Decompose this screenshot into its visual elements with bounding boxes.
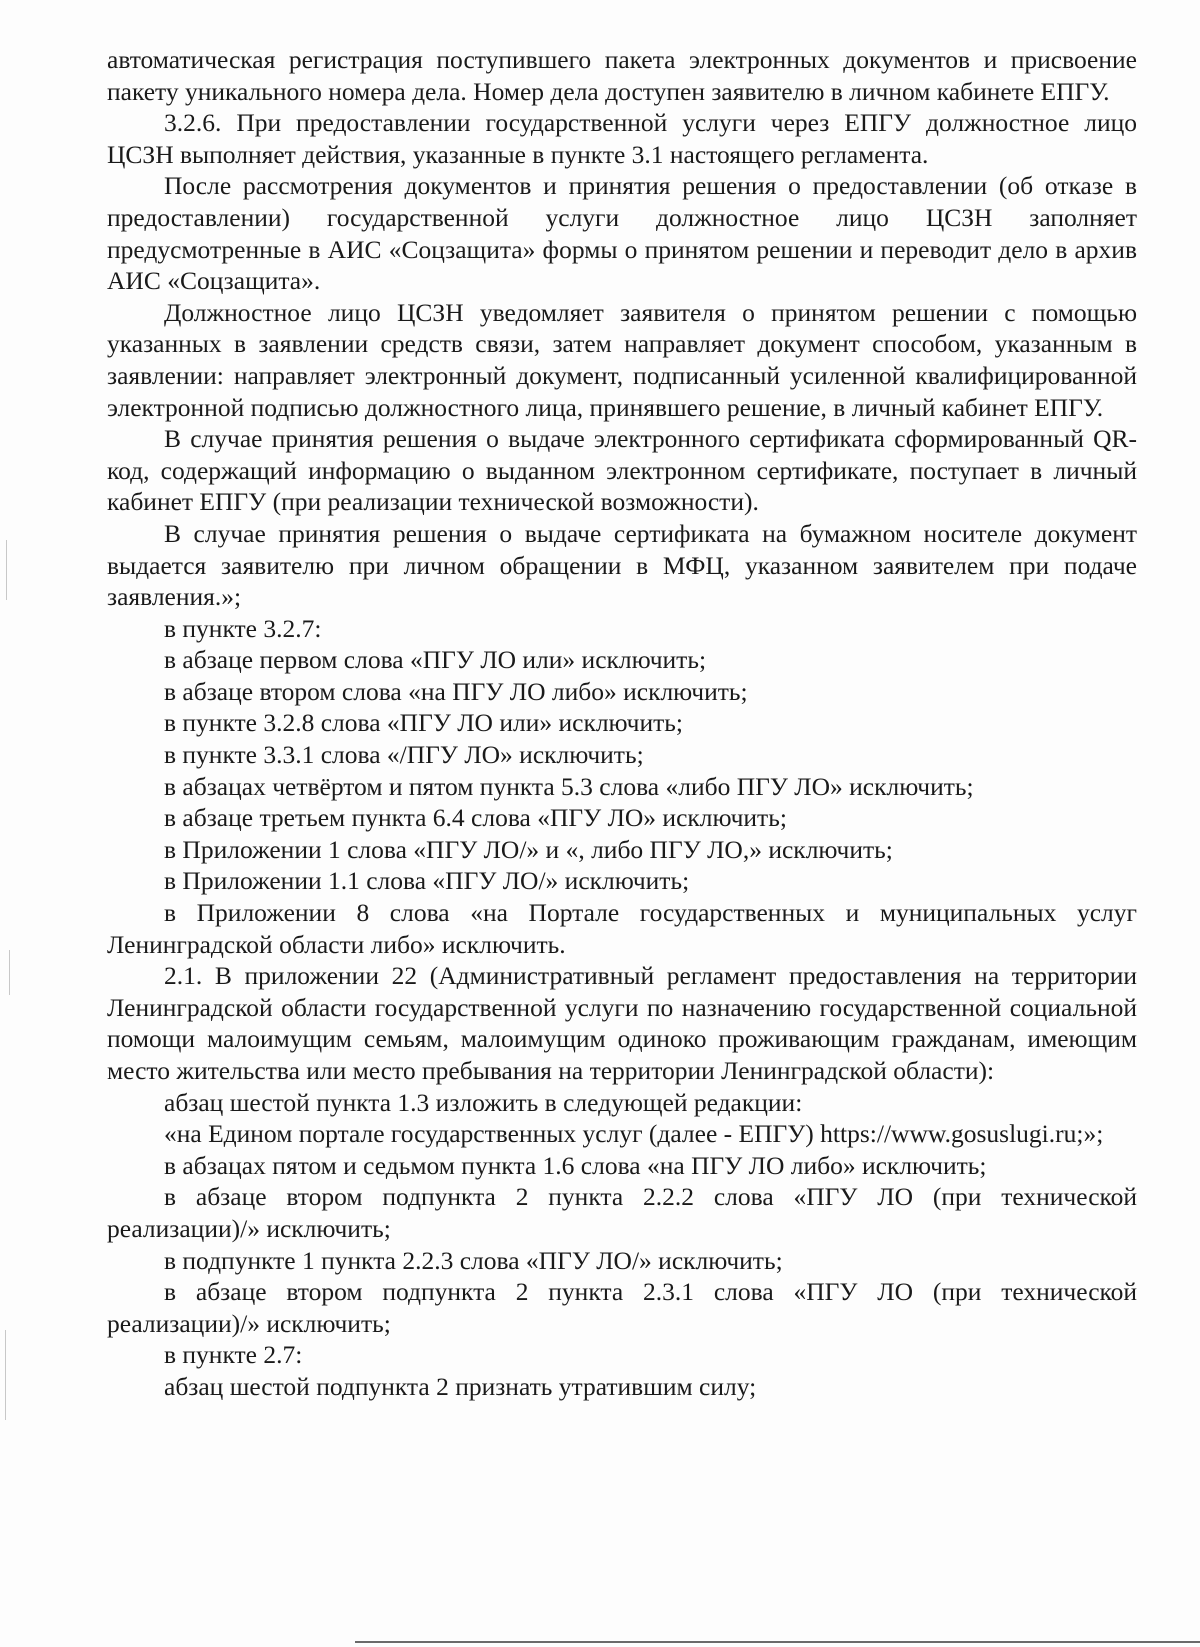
paragraph: в Приложении 8 слова «на Портале государственных и муниципальных услуг Ленинградской области либо» исключить. xyxy=(107,898,1137,959)
paragraph: В случае принятия решения о выдаче электронного сертификата сформированный QR-код, содержащий информацию о выданном электронном сертификате, поступает в личный кабинет ЕПГУ (при реализации технической возможности). xyxy=(107,424,1137,517)
paragraph-quote: «на Едином портале государственных услуг (далее - ЕПГУ) https://www.gosuslugi.ru;»; xyxy=(164,1119,1104,1149)
paragraph-3-2-6: 3.2.6. При предоставлении государственной услуги через ЕПГУ должностное лицо ЦСЗН выполняет действия, указанные в пункте 3.1 настоящего регламента. xyxy=(107,108,1137,169)
paragraph: в пункте 3.2.7: xyxy=(164,613,322,643)
paragraph: в абзаце третьем пункта 6.4 слова «ПГУ ЛО» исключить; xyxy=(164,803,787,833)
paragraph: в подпункте 1 пункта 2.2.3 слова «ПГУ ЛО/» исключить; xyxy=(164,1245,783,1275)
paragraph: в абзацах пятом и седьмом пункта 1.6 слова «на ПГУ ЛО либо» исключить; xyxy=(164,1150,987,1180)
scan-artifact xyxy=(6,540,7,600)
paragraph-2-1: 2.1. В приложении 22 (Административный регламент предоставления на территории Ленинградской области государственной услуги по назначению государственной социальной помощи малоимущим семьям, малоимущим одиноко проживающим гражданам, имеющим место жительства или место пребывания на территории Ленинградской области): xyxy=(107,961,1137,1085)
paragraph: в Приложении 1 слова «ПГУ ЛО/» и «, либо ПГУ ЛО,» исключить; xyxy=(164,834,893,864)
paragraph: в абзаце втором слова «на ПГУ ЛО либо» исключить; xyxy=(164,676,748,706)
paragraph: После рассмотрения документов и принятия решения о предоставлении (об отказе в предоставлении) государственной услуги должностное лицо ЦСЗН заполняет предусмотренные в АИС «Соцзащита» формы о принятом решении и переводит дело в архив АИС «Соцзащита». xyxy=(107,171,1137,296)
page-bottom-edge xyxy=(355,1641,1200,1643)
paragraph: в абзаце первом слова «ПГУ ЛО или» исключить; xyxy=(164,645,707,675)
paragraph-continuation: автоматическая регистрация поступившего пакета электронных документов и присвоение пакету уникального номера дела. Номер дела доступен заявителю в личном кабинете ЕПГУ. xyxy=(107,45,1137,106)
paragraph: в Приложении 1.1 слова «ПГУ ЛО/» исключить; xyxy=(164,866,690,896)
scan-artifact xyxy=(9,950,10,995)
paragraph: в пункте 2.7: xyxy=(164,1340,303,1370)
paragraph: в абзаце втором подпункта 2 пункта 2.3.1 слова «ПГУ ЛО (при технической реализации)/» исключить; xyxy=(107,1277,1137,1338)
document-body xyxy=(107,44,1137,1403)
paragraph: В случае принятия решения о выдаче сертификата на бумажном носителе документ выдается заявителю при личном обращении в МФЦ, указанном заявителем при подаче заявления.»; xyxy=(107,518,1137,612)
paragraph: абзац шестой подпункта 2 признать утратившим силу; xyxy=(164,1371,757,1401)
paragraph: в абзаце втором подпункта 2 пункта 2.2.2 слова «ПГУ ЛО (при технической реализации)/» исключить; xyxy=(107,1182,1137,1243)
paragraph: Должностное лицо ЦСЗН уведомляет заявителя о принятом решении с помощью указанных в заявлении средств связи, затем направляет документ способом, указанным в заявлении: направляет электронный документ, подписанный усиленной квалифицированной электронной подписью должностного лица, принявшего решение, в личный кабинет ЕПГУ. xyxy=(107,297,1137,422)
paragraph: в пункте 3.2.8 слова «ПГУ ЛО или» исключить; xyxy=(164,708,683,738)
scan-artifact xyxy=(5,1330,6,1420)
paragraph: в абзацах четвёртом и пятом пункта 5.3 слова «либо ПГУ ЛО» исключить; xyxy=(164,771,974,801)
paragraph: абзац шестой пункта 1.3 изложить в следующей редакции: xyxy=(164,1087,803,1117)
paragraph: в пункте 3.3.1 слова «/ПГУ ЛО» исключить; xyxy=(164,740,644,770)
